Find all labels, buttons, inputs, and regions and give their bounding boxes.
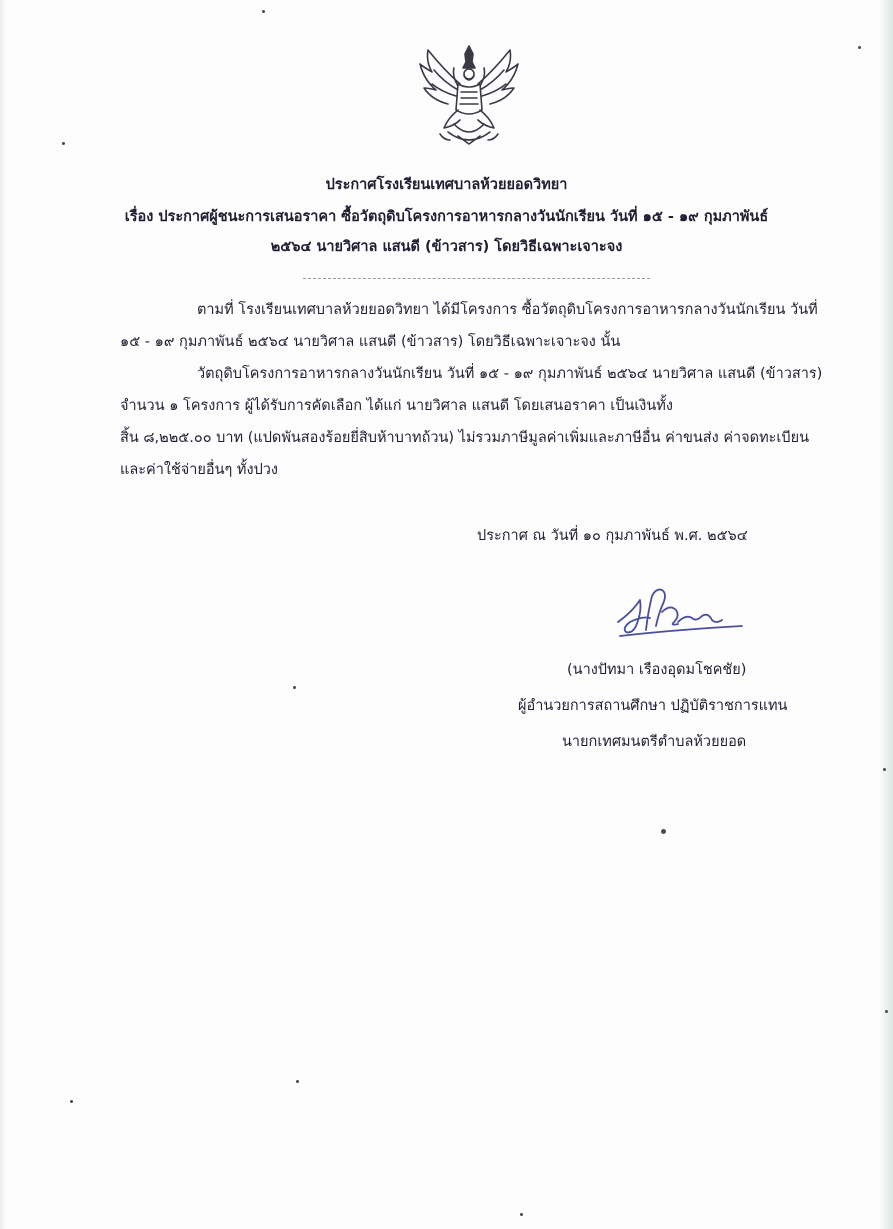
scan-speck — [885, 1010, 888, 1013]
signatory-position-2: นายกเทศมนตรีตำบลห้วยยอด — [562, 734, 747, 750]
scan-speck — [62, 142, 65, 145]
scan-speck — [70, 1100, 73, 1103]
subject-line-1: เรื่อง ประกาศผู้ชนะการเสนอราคา ซื้อวัตถุดิบโครงการอาหารกลางวันนักเรียน วันที่ ๑๕ - ๑๙ กุมภาพันธ์ — [124, 209, 769, 225]
paragraph-2-line-2: จำนวน ๑ โครงการ ผู้ได้รับการคัดเลือก ได้แก่ นายวิศาล แสนดี โดยเสนอราคา เป็นเงินทั้ง — [120, 398, 673, 414]
scan-speck — [883, 768, 886, 771]
paragraph-2-line-1: วัตถุดิบโครงการอาหารกลางวันนักเรียน วันที่ ๑๕ - ๑๙ กุมภาพันธ์ ๒๕๖๔ นายวิศาล แสนดี (ข้าวสาร) — [197, 366, 823, 382]
paragraph-1-line-1: ตามที่ โรงเรียนเทศบาลห้วยยอดวิทยา ได้มีโครงการ ซื้อวัตถุดิบโครงการอาหารกลางวันนักเรียน วันที่ — [197, 302, 818, 318]
paragraph-2-line-3: สิ้น ๘,๒๒๕.๐๐ บาท (แปดพันสองร้อยยี่สิบห้าบาทถ้วน) ไม่รวมภาษีมูลค่าเพิ่มและภาษีอื่น ค่าขนส่ง ค่าจดทะเบียน — [120, 430, 810, 446]
scan-speck — [858, 46, 861, 49]
announcement-date: ประกาศ ณ วันที่ ๑๐ กุมภาพันธ์ พ.ศ. ๒๕๖๔ — [477, 528, 748, 544]
scan-speck — [262, 10, 265, 13]
document-title: ประกาศโรงเรียนเทศบาลห้วยยอดวิทยา — [325, 177, 568, 193]
scan-speck — [296, 1080, 299, 1083]
garuda-emblem-icon — [414, 40, 524, 150]
paragraph-2-line-4: และค่าใช้จ่ายอื่นๆ ทั้งปวง — [120, 462, 278, 478]
signatory-name: (นางปัทมา เรืองอุดมโชคชัย) — [567, 662, 747, 678]
header-divider — [303, 278, 650, 279]
scan-speck — [293, 686, 296, 689]
signatory-position-1: ผู้อำนวยการสถานศึกษา ปฏิบัติราชการแทน — [518, 698, 788, 714]
scan-speck — [661, 829, 666, 834]
scan-speck — [520, 1213, 523, 1216]
handwritten-signature — [612, 582, 752, 644]
paragraph-1-line-2: ๑๕ - ๑๙ กุมภาพันธ์ ๒๕๖๔ นายวิศาล แสนดี (ข้าวสาร) โดยวิธีเฉพาะเจาะจง นั้น — [120, 334, 621, 350]
subject-line-2: ๒๕๖๔ นายวิศาล แสนดี (ข้าวสาร) โดยวิธีเฉพาะเจาะจง — [270, 239, 623, 255]
